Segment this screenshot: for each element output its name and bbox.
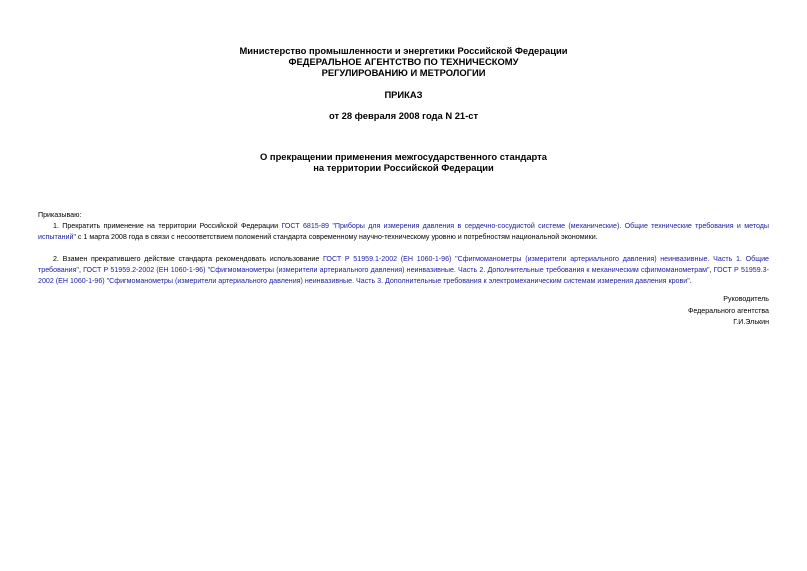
paragraph-2-prefix: 2. Взамен прекратившего действие стандарта рекомендовать использование (53, 255, 323, 263)
paragraph-2-separator-2: , (709, 266, 714, 274)
paragraph-2-separator-1: , (78, 266, 84, 274)
gost-6815-89-link[interactable]: ГОСТ 6815-89 "Приборы для измерения давления в сердечно-сосудистой системе (механические). Общие технические требования и методы испытаний" (38, 222, 770, 241)
signatory-position: Руководитель (723, 295, 769, 303)
ministry-name: Министерство промышленности и энергетики Российской Федерации (239, 45, 568, 56)
paragraph-2-suffix: . (689, 277, 692, 285)
paragraph-1-prefix: 1. Прекратить применение на территории Российской Федерации (53, 222, 282, 230)
gost-r-51959-3-link[interactable]: ГОСТ Р 51959.3-2002 (ЕН 1060-1-96) "Сфигмоманометры (измерители артериального давления) неинвазивные. Часть 3. Дополнительные требования к электромеханическим системам измерения давления крови" (38, 266, 769, 285)
signature-block (688, 294, 769, 329)
document-header (0, 45, 807, 78)
gost-r-51959-2-link[interactable]: ГОСТ Р 51959.2-2002 (ЕН 1060-1-96) "Сфигмоманометры (измерители артериального давления) неинвазивные. Часть 2. Дополнительные требования к механическим сфигмоманометрам" (83, 266, 710, 274)
paragraph-gap (38, 243, 769, 254)
subject-line2: на территории Российской Федерации (313, 162, 494, 173)
order-subject (0, 151, 807, 173)
paragraph-1 (38, 221, 769, 243)
paragraph-2 (38, 254, 769, 287)
gost-r-51959-1-link[interactable]: ГОСТ Р 51959.1-2002 (ЕН 1060-1-96) "Сфигмоманометры (измерители артериального давления) неинвазивные. Часть 1. Общие требования" (38, 255, 769, 274)
order-body (38, 210, 769, 287)
intro-text: Приказываю: (38, 211, 82, 219)
paragraph-1-suffix: с 1 марта 2008 года в связи с несоответствием положений стандарта современному научно-техническому уровню и потребностям национальной экономики. (75, 233, 598, 241)
agency-name-line2: РЕГУЛИРОВАНИЮ И МЕТРОЛОГИИ (321, 67, 486, 78)
order-date: от 28 февраля 2008 года N 21-ст (328, 110, 479, 121)
subject-line1: О прекращении применения межгосударственного стандарта (260, 151, 547, 162)
agency-name-line1: ФЕДЕРАЛЬНОЕ АГЕНТСТВО ПО ТЕХНИЧЕСКОМУ (288, 56, 519, 67)
order-title: ПРИКАЗ (384, 89, 423, 100)
signatory-name: Г.И.Элькин (733, 318, 769, 326)
signatory-agency: Федерального агентства (687, 306, 769, 315)
